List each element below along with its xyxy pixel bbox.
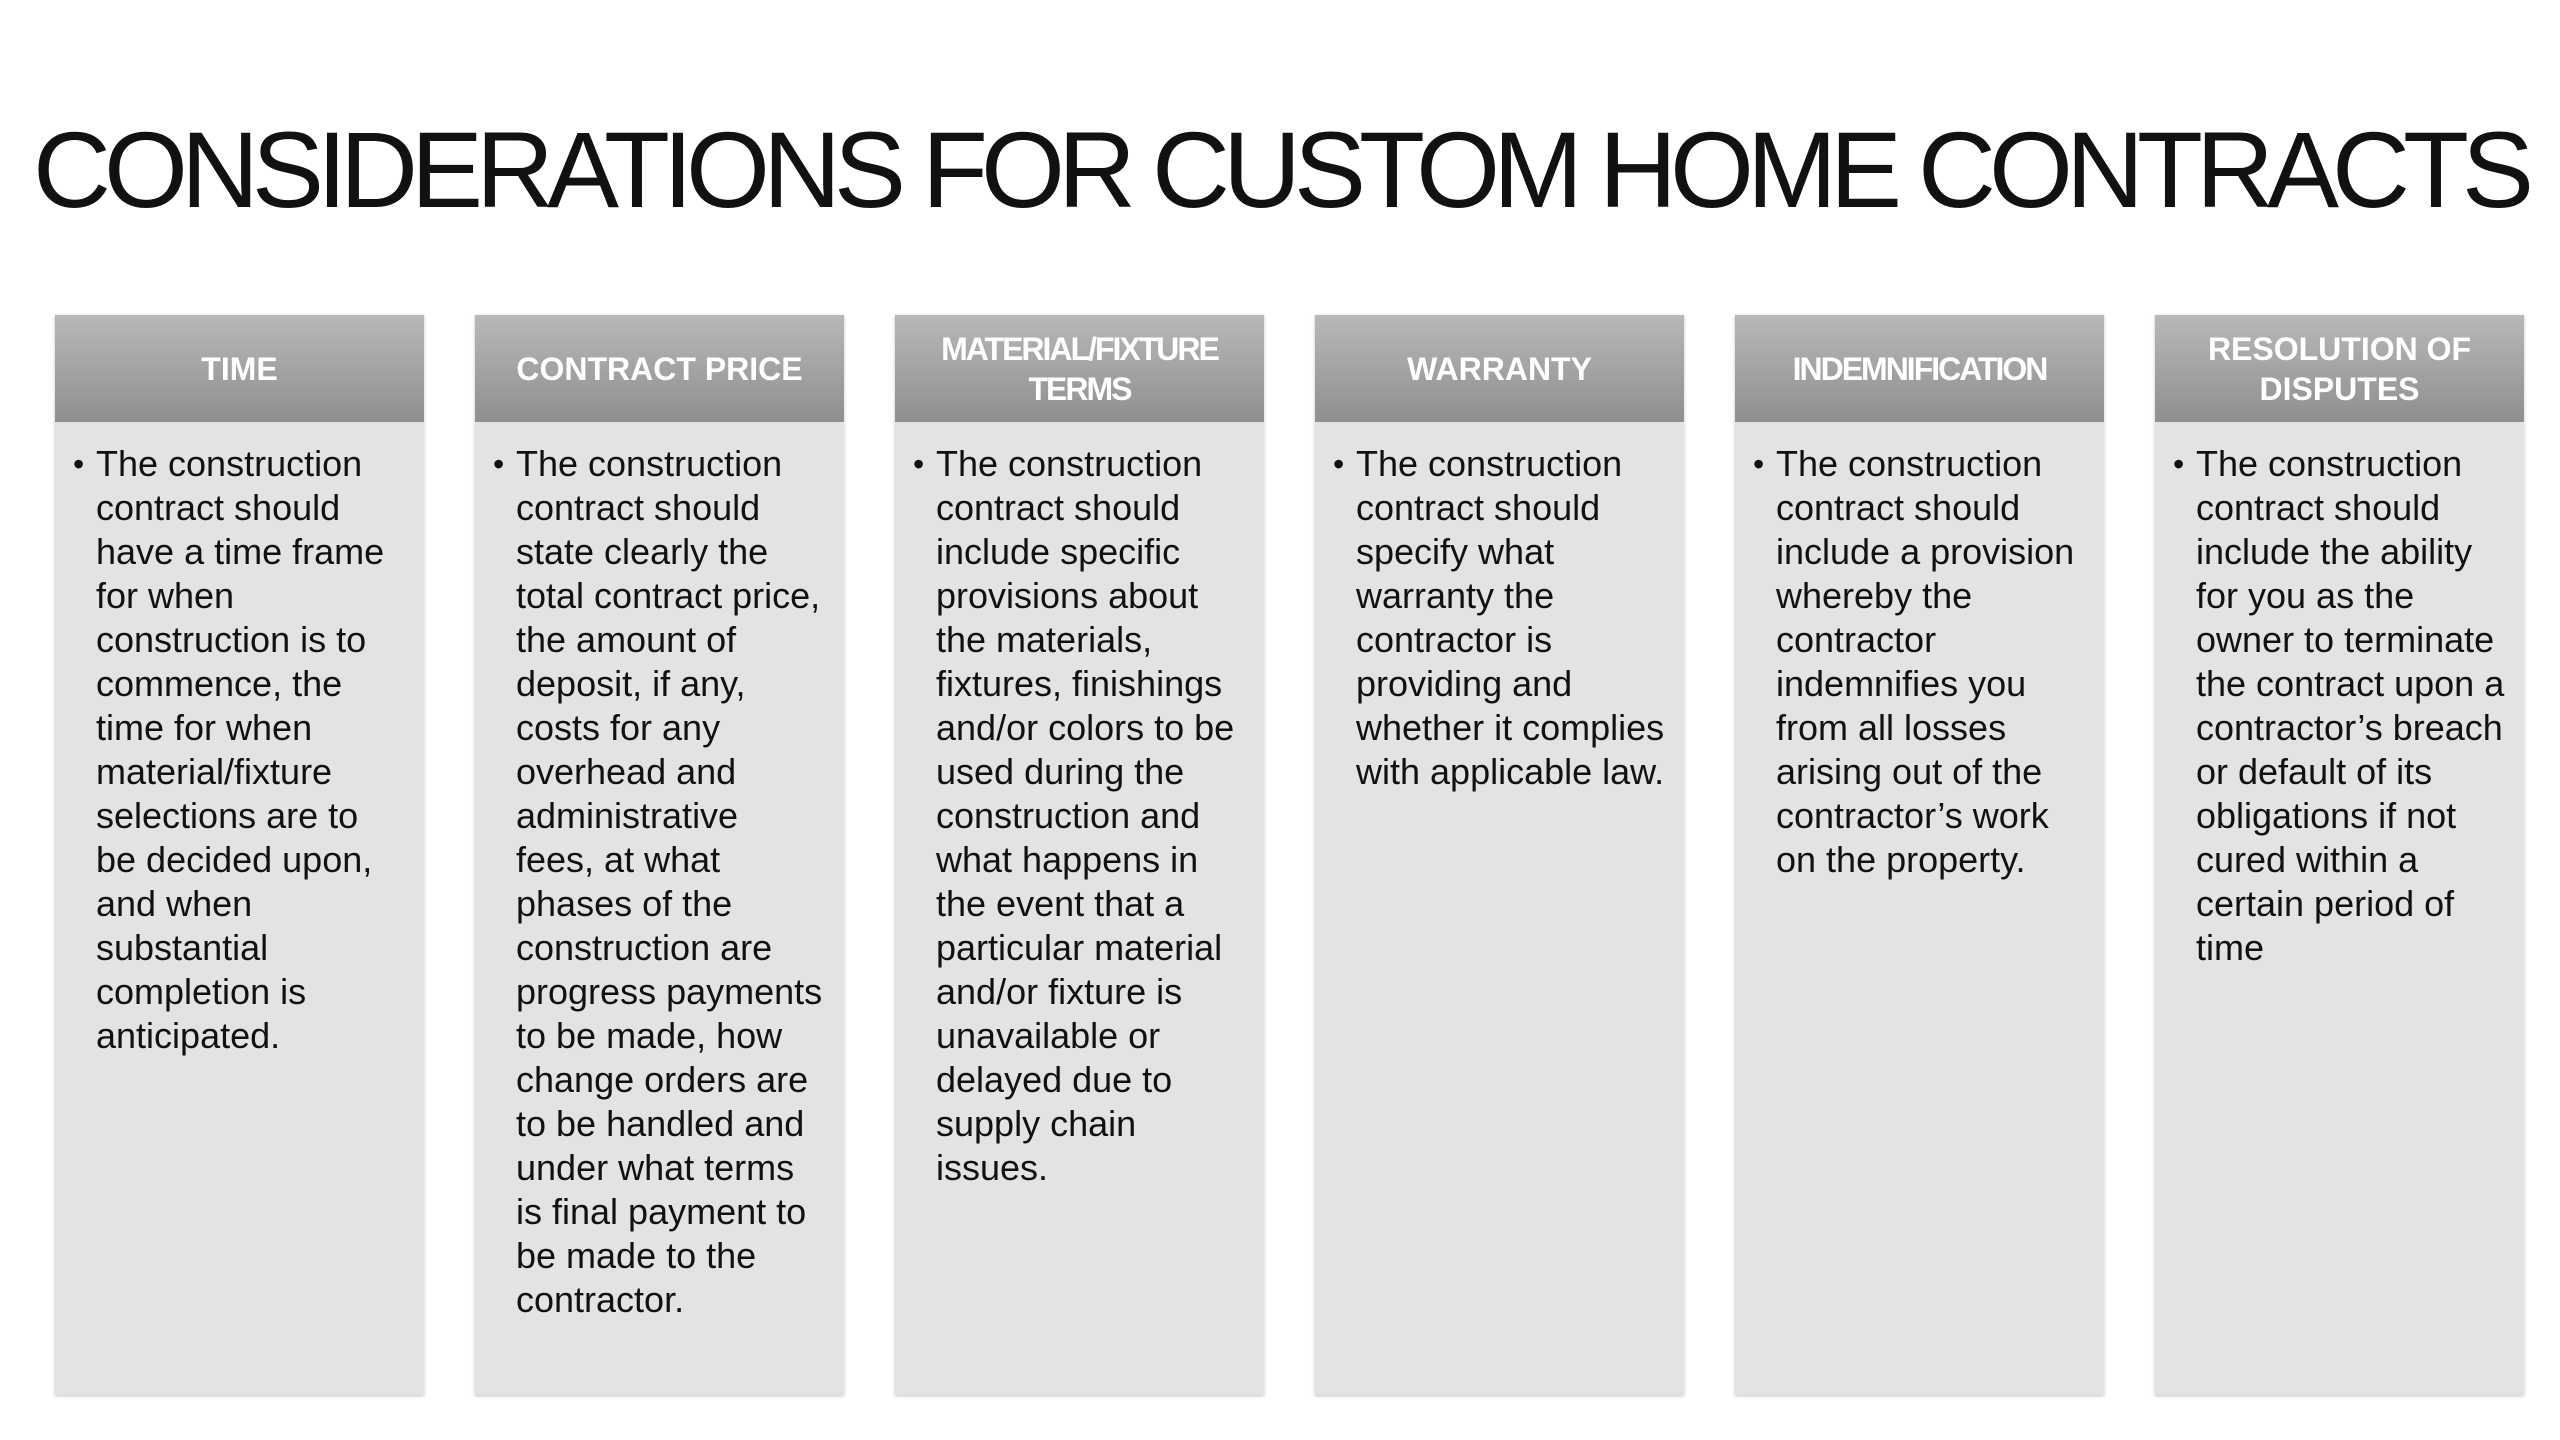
column-header-warranty: WARRANTY [1315, 315, 1684, 422]
column-resolution-of-disputes [2155, 315, 2524, 1395]
slide-title: CONSIDERATIONS FOR CUSTOM HOME CONTRACTS [32, 109, 2528, 230]
column-indemnification [1735, 315, 2104, 1395]
column-body-contract-price: • The construction contract should state clearly the total contract price, the amount of deposit, if any, costs for any overhead and administrative fees, at what phases of the construction are progress payments to be made, how change orders are to be handled and under what terms is final payment to be made to the contractor. [475, 422, 844, 1322]
column-header-resolution-of-disputes: RESOLUTION OF DISPUTES [2155, 315, 2524, 422]
column-body-time: • The construction contract should have a time frame for when construction is to commence, the time for when material/fixture selections are to be decided upon, and when substantial completion is anticipated. [55, 422, 424, 1058]
column-header-time: TIME [55, 315, 424, 422]
column-body-resolution-of-disputes: • The construction contract should include the ability for you as the owner to terminate the contract upon a contractor’s breach or default of its obligations if not cured within a certain period of time [2155, 422, 2524, 970]
considerations-columns [55, 315, 2525, 1395]
column-header-material-fixture-terms: MATERIAL/FIXTURE TERMS [895, 315, 1264, 422]
column-warranty [1315, 315, 1684, 1395]
column-body-warranty: • The construction contract should specify what warranty the contractor is providing and whether it complies with applicable law. [1315, 422, 1684, 794]
column-time [55, 315, 424, 1395]
column-header-indemnification: INDEMNIFICATION [1735, 315, 2104, 422]
column-body-indemnification: • The construction contract should include a provision whereby the contractor indemnifies you from all losses arising out of the contractor’s work on the property. [1735, 422, 2104, 882]
column-body-material-fixture-terms: • The construction contract should include specific provisions about the materials, fixtures, finishings and/or colors to be used during the construction and what happens in the event that a particular material and/or fixture is unavailable or delayed due to supply chain issues. [895, 422, 1264, 1190]
column-material-fixture-terms [895, 315, 1264, 1395]
column-contract-price [475, 315, 844, 1395]
column-header-contract-price: CONTRACT PRICE [475, 315, 844, 422]
